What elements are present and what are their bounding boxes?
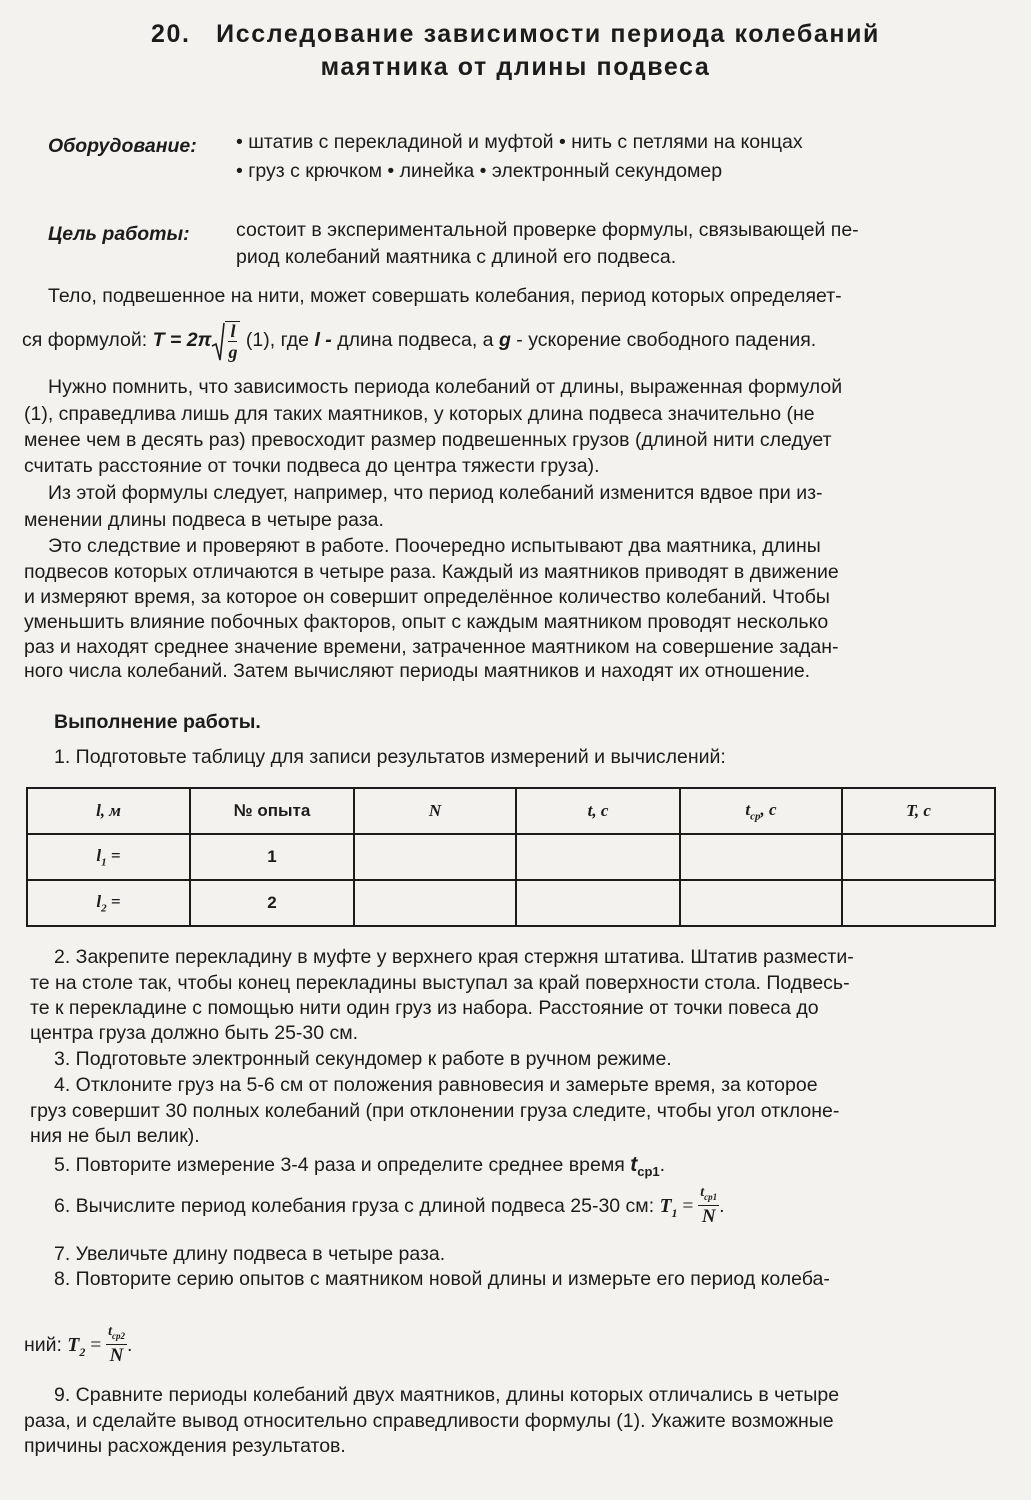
intro-prefix: ся формулой: <box>22 329 148 351</box>
step-2-line-2: те на столе так, чтобы конец перекладины выступал за край поверхности стола. Подвесь- <box>30 972 850 994</box>
step-8-T: T <box>67 1335 80 1356</box>
cell-empty <box>354 834 516 880</box>
g-symbol: g <box>498 329 511 351</box>
cell-empty <box>842 834 995 880</box>
title-line-1 <box>0 20 1031 49</box>
col-header-period: T, с <box>842 788 995 834</box>
step-2-line-4: центра груза должно быть 25-30 см. <box>30 1022 359 1044</box>
step-8-num-sub: ср2 <box>111 1331 125 1342</box>
para4-line-6: ного числа колебаний. Затем вычисляют периоды маятников и находят их отношение. <box>24 660 811 682</box>
step-8-end: . <box>126 1334 133 1356</box>
step-5-t: t <box>630 1153 638 1176</box>
formula-lhs: T = 2π <box>152 329 212 351</box>
step-4-line-2: груз совершит 30 полных колебаний (при отклонении груза следите, чтобы угол отклоне- <box>30 1100 840 1122</box>
l-eq: = <box>106 891 121 911</box>
step-6-num <box>698 1185 719 1206</box>
para3-line-2: менении длины подвеса в четыре раза. <box>24 509 384 531</box>
cell-empty <box>680 880 842 926</box>
step-6-text: 6. Вычислите период колебания груза с длиной подвеса 25-30 см: <box>54 1195 660 1217</box>
goal-line-2: риод колебаний маятника с длиной его подвеса. <box>236 246 677 268</box>
step-1: 1. Подготовьте таблицу для записи результатов измерений и вычислений: <box>54 746 726 768</box>
intro-mid: (1), где <box>240 329 315 351</box>
intro-line-1: Тело, подвешенное на нити, может совершать колебания, период которых определяет- <box>48 285 842 307</box>
col-header-trial: № опыта <box>190 788 354 834</box>
step-6-num-t: t <box>700 1185 705 1201</box>
step-2-line-1: 2. Закрепите перекладину в муфте у верхнего края стержня штатива. Штатив размести- <box>54 946 854 968</box>
table-header-row <box>27 788 995 834</box>
step-6-fraction <box>698 1185 719 1228</box>
step-4-line-1: 4. Отклоните груз на 5-6 см от положения равновесия и замерьте время, за которое <box>54 1074 818 1096</box>
para2-line-2: (1), справедлива лишь для таких маятников, у которых длина подвеса значительно (не <box>24 403 815 425</box>
intro-line-2 <box>22 318 816 363</box>
section-number: 20. <box>150 20 191 48</box>
formula-den: g <box>228 342 238 363</box>
l-sub: 1 <box>101 856 107 869</box>
step-5 <box>54 1153 665 1184</box>
cell-empty <box>680 834 842 880</box>
step-6-T: T <box>659 1196 672 1217</box>
para4-line-3: и измеряют время, за которое он совершит определённое количество колебаний. Чтобы <box>24 586 830 608</box>
procedure-heading: Выполнение работы. <box>54 711 261 733</box>
step-6-eq: = <box>677 1196 699 1217</box>
col-header-n: N <box>354 788 516 834</box>
title-line-2: маятника от длины подвеса <box>320 53 711 81</box>
cell-empty <box>516 834 680 880</box>
cell-empty <box>842 880 995 926</box>
step-5-sub: ср1 <box>637 1163 660 1179</box>
sqrt-symbol <box>211 319 240 363</box>
step-5-text: 5. Повторите измерение 3-4 раза и определите среднее время <box>54 1154 631 1176</box>
step-7: 7. Увеличьте длину подвеса в четыре раза. <box>54 1243 446 1265</box>
para2-line-3: менее чем в десять раз) превосходит размер подвешенных грузов (длиной нити следует <box>24 429 832 451</box>
step-9-line-3: причины расхождения результатов. <box>24 1435 346 1457</box>
intro-suffix: - ускорение свободного падения. <box>510 329 817 351</box>
formula-fraction <box>225 321 240 362</box>
para2-line-4: считать расстояние от точки подвеса до центра тяжести груза). <box>24 455 600 477</box>
cell-empty <box>354 880 516 926</box>
l-symbol: l - <box>314 329 332 351</box>
step-8-eq: = <box>85 1335 107 1356</box>
step-8-den: N <box>109 1345 124 1367</box>
step-8-prefix: ний: <box>24 1334 68 1356</box>
step-6-end: . <box>719 1195 725 1217</box>
step-9-line-2: раза, и сделайте вывод относительно справедливости формулы (1). Укажите возможные <box>24 1410 834 1432</box>
avg-t: t <box>745 799 751 819</box>
para4-line-1: Это следствие и проверяют в работе. Поочередно испытывают два маятника, длины <box>48 535 821 557</box>
step-3: 3. Подготовьте электронный секундомер к работе в ручном режиме. <box>54 1048 672 1070</box>
step-6-den: N <box>701 1206 716 1228</box>
step-2-line-3: те к перекладине с помощью нити один груз из набора. Расстояние от точки повеса до <box>30 997 819 1019</box>
cell-length-1 <box>27 834 190 880</box>
step-8-Tsub: 2 <box>79 1344 86 1359</box>
step-6-num-sub: ср1 <box>704 1192 718 1203</box>
col-header-length: l, м <box>27 788 190 834</box>
step-6-Tsub: 1 <box>671 1205 678 1220</box>
step-5-end: . <box>659 1154 666 1176</box>
table-row <box>27 834 995 880</box>
step-8-line-2 <box>24 1321 132 1376</box>
goal-label: Цель работы: <box>48 223 190 245</box>
formula-num: l <box>230 321 236 342</box>
table-row <box>27 880 995 926</box>
cell-trial-2: 2 <box>190 880 354 926</box>
avg-sub: ср <box>750 810 761 823</box>
para4-line-5: раз и находят среднее значение времени, затраченное маятником на совершение задан- <box>24 636 839 658</box>
equipment-label: Оборудование: <box>48 135 197 157</box>
cell-trial-1: 1 <box>190 834 354 880</box>
para4-line-2: подвесов которых отличаются в четыре раза. Каждый из маятников приводят в движение <box>24 561 839 583</box>
intro-mid2: длина подвеса, а <box>331 329 499 351</box>
avg-unit: , с <box>760 799 777 819</box>
equipment-line-1: • штатив с перекладиной и муфтой • нить с петлями на концах <box>236 131 803 153</box>
step-8-num-t: t <box>108 1324 112 1340</box>
step-9-line-1: 9. Сравните периоды колебаний двух маятников, длины которых отличались в четыре <box>54 1384 840 1406</box>
col-header-avg-time <box>680 788 842 834</box>
equipment-line-2: • груз с крючком • линейка • электронный секундомер <box>236 160 723 182</box>
l-var: l <box>96 891 102 911</box>
title-text-1: Исследование зависимости периода колебаний <box>216 20 881 48</box>
step-8-fraction <box>106 1324 127 1367</box>
step-4-line-3: ния не был велик). <box>30 1125 200 1147</box>
results-table <box>26 787 996 927</box>
step-8-line-1: 8. Повторите серию опытов с маятником новой длины и измерьте его период колеба- <box>54 1268 830 1290</box>
cell-length-2 <box>27 880 190 926</box>
l-eq: = <box>106 845 121 865</box>
para4-line-4: уменьшить влияние побочных факторов, опыт с каждым маятником проводят несколько <box>24 611 829 633</box>
cell-empty <box>516 880 680 926</box>
goal-line-1: состоит в экспериментальной проверке формулы, связывающей пе- <box>236 219 859 241</box>
para2-line-1: Нужно помнить, что зависимость периода колебаний от длины, выраженная формулой <box>48 376 843 398</box>
para3-line-1: Из этой формулы следует, например, что период колебаний изменится вдвое при из- <box>48 482 823 504</box>
step-6 <box>54 1182 725 1237</box>
l-sub: 2 <box>101 902 107 915</box>
l-var: l <box>96 845 102 865</box>
col-header-time: t, с <box>516 788 680 834</box>
step-8-num <box>106 1324 127 1345</box>
